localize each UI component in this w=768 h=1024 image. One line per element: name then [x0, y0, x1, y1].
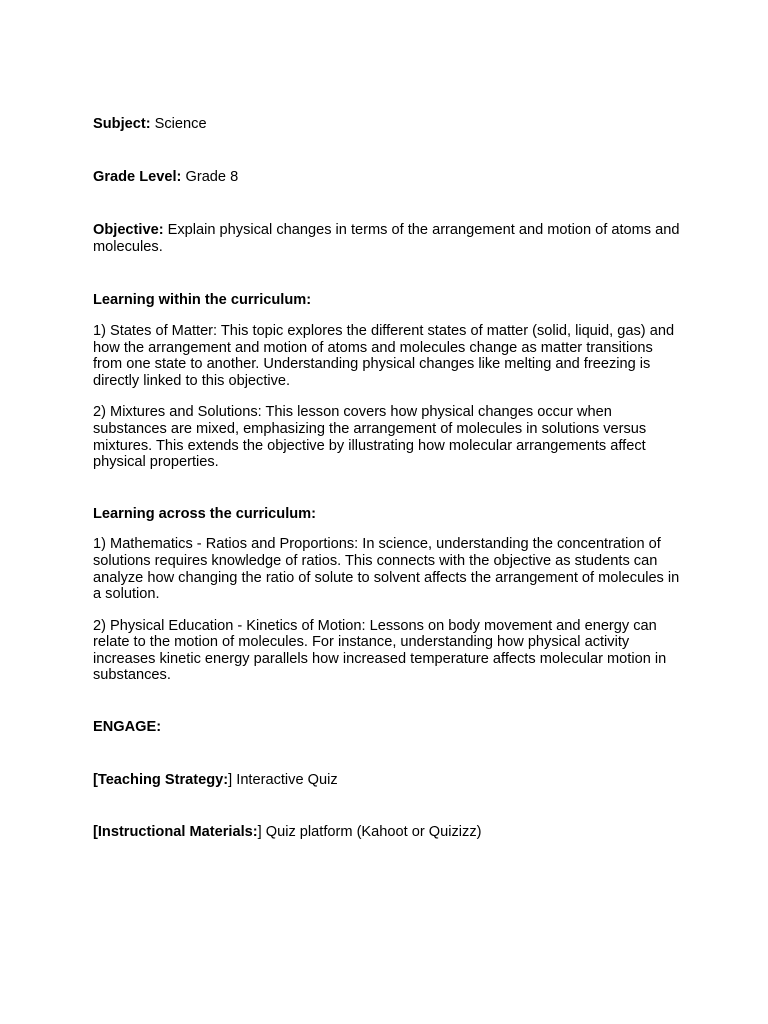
within-curriculum-item: 1) States of Matter: This topic explores the different states of matter (solid, liquid, gas) and how the arrangement and motion of atoms and molecules change as matter transitions from one state to another. Understanding physical changes like melting and freezing is directly linked to this objective. [93, 322, 675, 389]
instructional-materials-line [93, 824, 683, 841]
subject-value: Science [154, 116, 207, 132]
instructional-materials-label: [Instructional Materials: [93, 824, 258, 841]
across-curriculum-item: 1) Mathematics - Ratios and Proportions: In science, understanding the concentration of solutions requires knowledge of ratios. This connects with the objective as students can analyze how changing the ratio of solute to solvent affects the arrangement of molecules in a solution. [93, 536, 680, 603]
teaching-strategy-line [93, 772, 683, 789]
objective-label: Objective: [93, 222, 164, 239]
objective-line [93, 222, 683, 255]
grade-level-value: Grade 8 [185, 168, 239, 185]
across-curriculum-heading: Learning across the curriculum: [93, 505, 317, 522]
across-curriculum-item: 2) Physical Education - Kinetics of Motion: Lessons on body movement and energy can relate to the motion of molecules. For instance, understanding how physical activity increases kinetic energy parallels how increased temperature affects molecular motion in substances. [93, 617, 667, 684]
within-curriculum-heading: Learning within the curriculum: [93, 292, 312, 309]
instructional-materials-value: ] Quiz platform (Kahoot or Quizizz) [257, 824, 482, 841]
teaching-strategy-value: ] Interactive Quiz [228, 771, 338, 788]
teaching-strategy-label: [Teaching Strategy: [93, 771, 229, 788]
subject-label: Subject: [93, 116, 151, 132]
grade-level-line [93, 169, 683, 186]
grade-level-label: Grade Level: [93, 168, 182, 185]
objective-value: Explain physical changes in terms of the arrangement and motion of atoms and molecules. [93, 222, 680, 255]
engage-heading: ENGAGE: [93, 719, 162, 736]
lesson-plan-content [93, 116, 683, 841]
subject-line [93, 116, 683, 133]
within-curriculum-item: 2) Mixtures and Solutions: This lesson covers how physical changes occur when substances are mixed, emphasizing the arrangement of molecules in solutions versus mixtures. This extends the objective by illustrating how molecular arrangements affect physical properties. [93, 404, 647, 471]
